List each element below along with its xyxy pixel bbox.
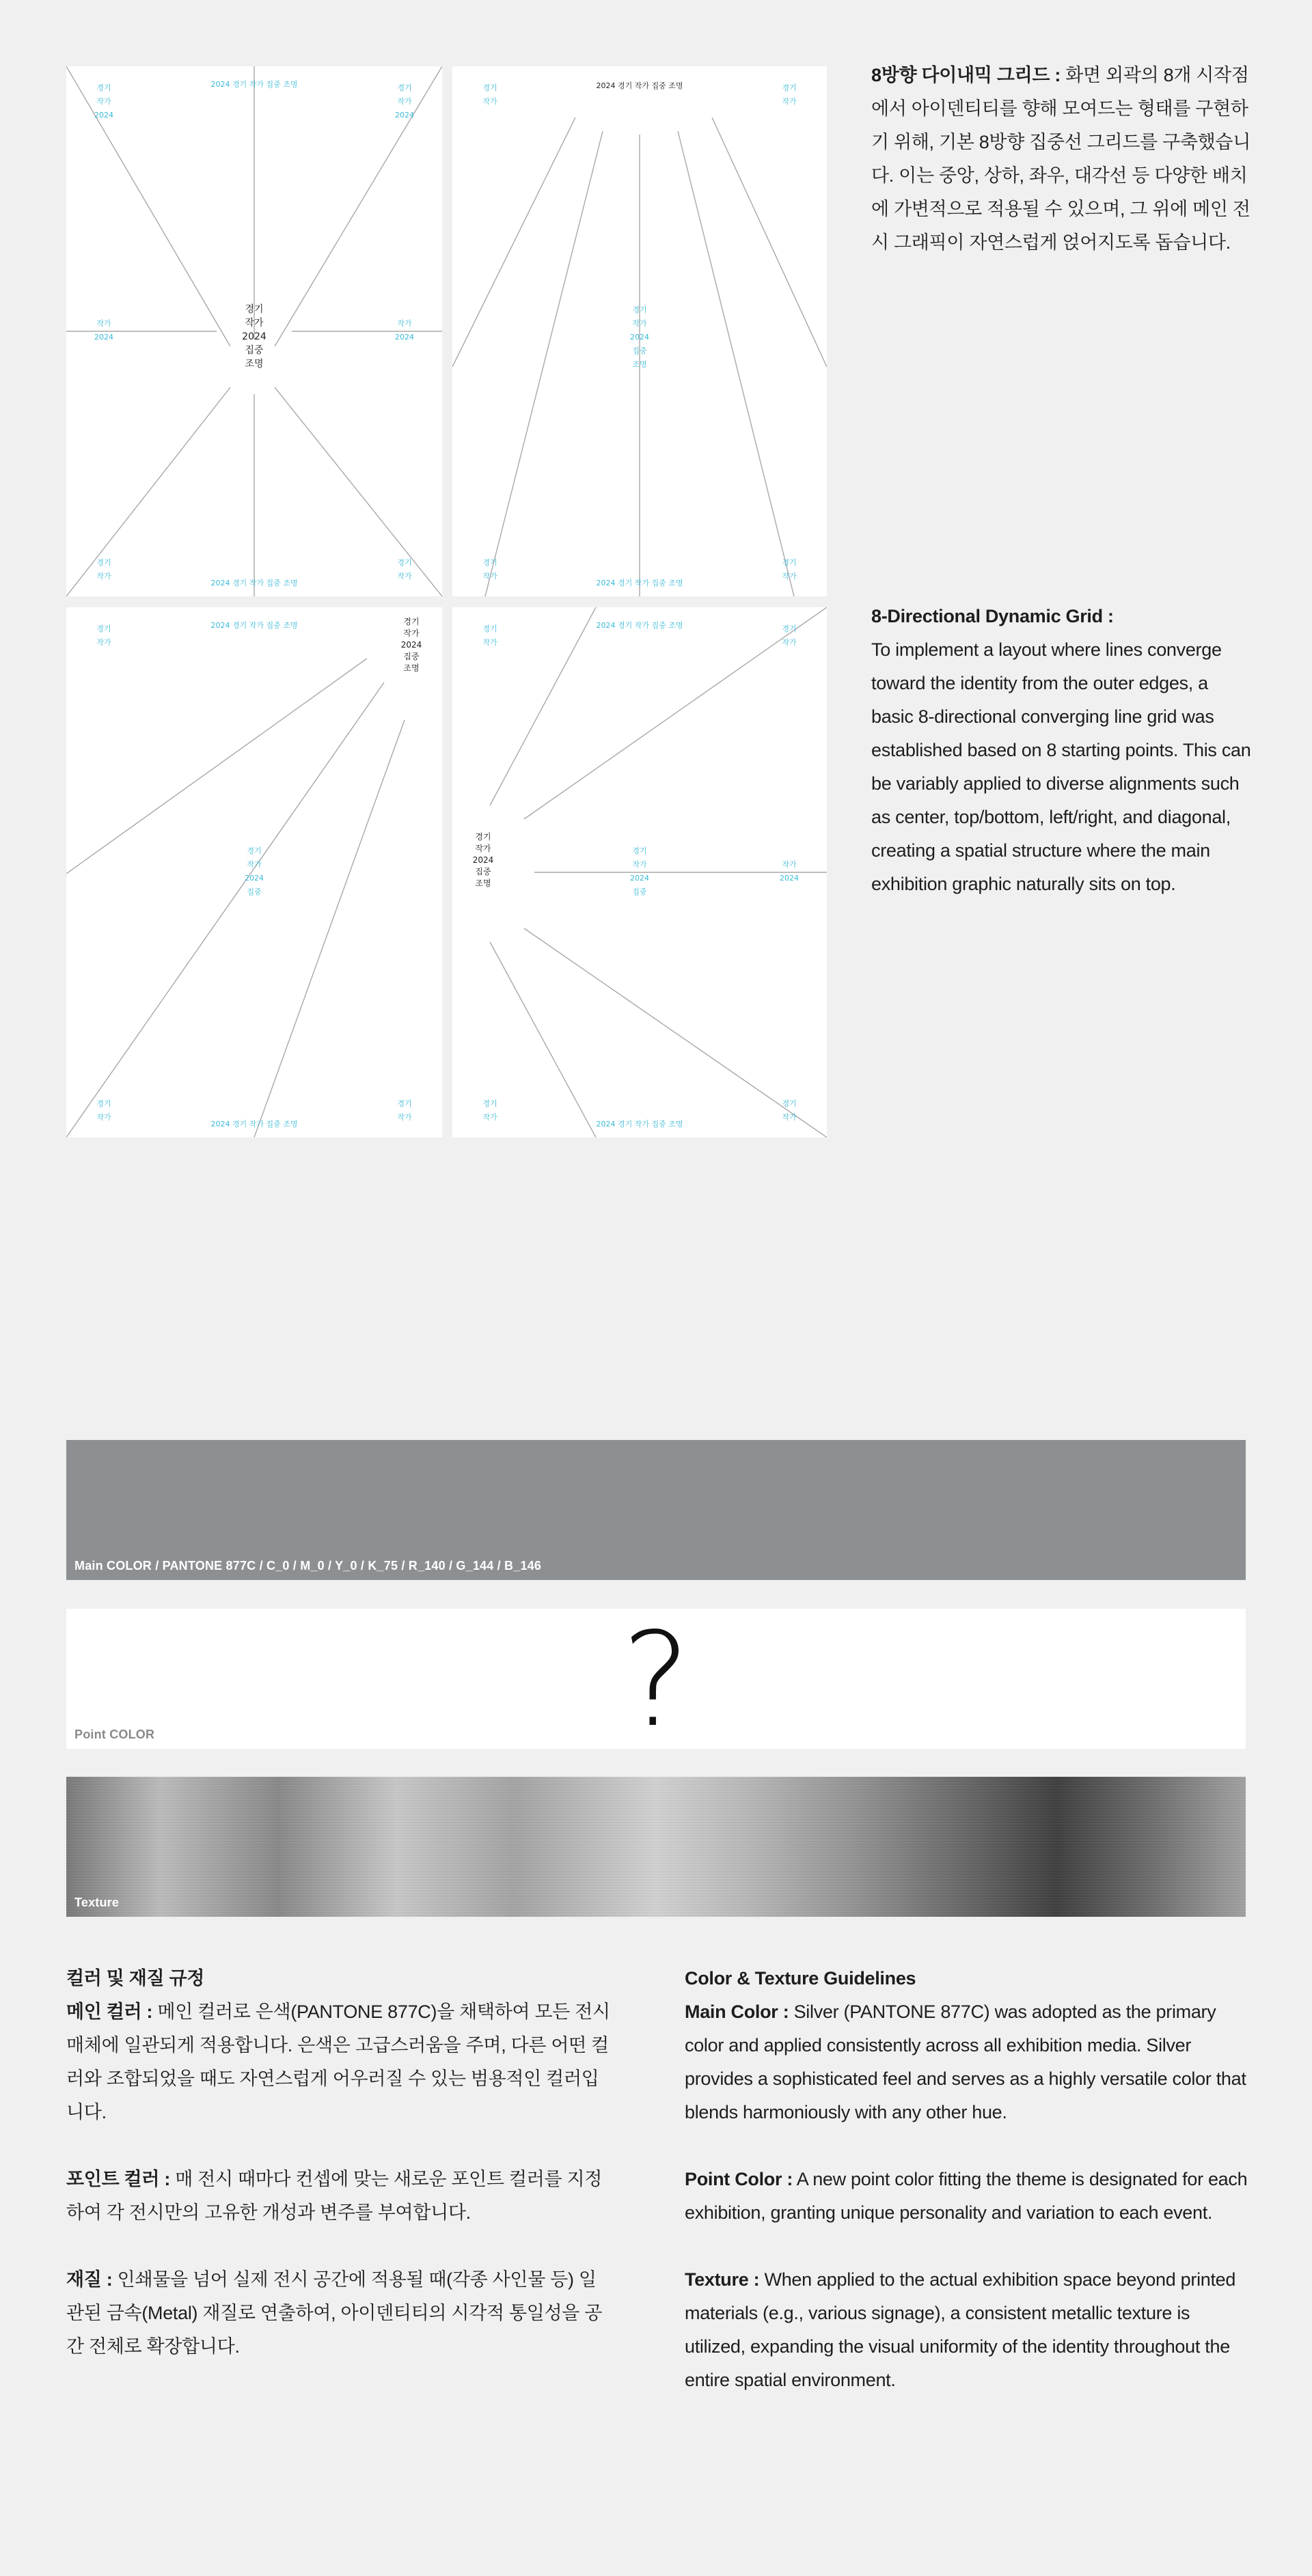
guidelines-en-title: Color & Texture Guidelines <box>685 1968 916 1989</box>
svg-text:작가: 작가 <box>96 572 111 581</box>
svg-text:작가: 작가 <box>475 844 491 853</box>
en-texture-head: Texture : <box>685 2269 760 2290</box>
main-color-label: Main COLOR / PANTONE 877C / C_0 / M_0 / Y_0 / K_75 / R_140 / G_144 / B_146 <box>74 1559 542 1573</box>
svg-text:2024: 2024 <box>242 331 266 342</box>
grid-description-ko <box>871 59 1254 260</box>
svg-text:작가: 작가 <box>482 638 497 647</box>
svg-text:경기: 경기 <box>482 624 497 633</box>
en-point-color-head: Point Color : <box>685 2169 793 2189</box>
grid-panel-top <box>452 66 827 596</box>
svg-text:작가: 작가 <box>245 318 264 329</box>
en-main-color-head: Main Color : <box>685 2002 789 2022</box>
svg-text:경기: 경기 <box>782 83 797 92</box>
svg-text:작가: 작가 <box>247 860 262 869</box>
svg-text:경기: 경기 <box>475 832 491 842</box>
grid-center-svg <box>66 66 442 596</box>
svg-text:작가: 작가 <box>482 97 497 106</box>
svg-text:작가: 작가 <box>482 1113 497 1122</box>
svg-text:2024 경기 작가 집중 조명: 2024 경기 작가 집중 조명 <box>210 80 298 89</box>
svg-text:작가: 작가 <box>403 628 420 638</box>
svg-text:2024 경기 작가 집중 조명: 2024 경기 작가 집중 조명 <box>210 579 298 587</box>
svg-text:경기: 경기 <box>482 558 497 567</box>
svg-text:집중: 집중 <box>247 887 262 896</box>
svg-text:조명: 조명 <box>403 663 420 673</box>
svg-text:경기: 경기 <box>96 83 111 92</box>
svg-text:작가: 작가 <box>482 572 497 581</box>
guidelines-en <box>685 1962 1252 2430</box>
svg-text:작가: 작가 <box>782 638 797 647</box>
ko-texture-head: 재질 : <box>66 2269 113 2290</box>
svg-text:경기: 경기 <box>482 83 497 92</box>
svg-text:2024: 2024 <box>400 640 422 650</box>
grid-top-right-svg <box>66 607 442 1137</box>
svg-text:2024: 2024 <box>780 874 799 883</box>
svg-text:작가: 작가 <box>397 97 412 106</box>
guidelines-ko <box>66 1962 613 2397</box>
svg-text:작가: 작가 <box>632 860 647 869</box>
svg-text:경기: 경기 <box>632 305 647 314</box>
svg-text:2024 경기 작가 집중 조명: 2024 경기 작가 집중 조명 <box>596 621 683 630</box>
grid-title-ko: 8방향 다이내믹 그리드 : <box>871 65 1061 85</box>
svg-text:2024 경기 작가 집중 조명: 2024 경기 작가 집중 조명 <box>596 1120 683 1128</box>
svg-text:2024: 2024 <box>630 874 649 883</box>
svg-text:경기: 경기 <box>782 558 797 567</box>
svg-text:경기: 경기 <box>782 624 797 633</box>
svg-text:2024 경기 작가 집중 조명: 2024 경기 작가 집중 조명 <box>596 579 683 587</box>
grid-top-svg <box>452 66 827 596</box>
texture-swatch <box>66 1777 1246 1917</box>
svg-text:경기: 경기 <box>782 1099 797 1108</box>
guidelines-ko-title: 컬러 및 재질 규정 <box>66 1968 205 1989</box>
svg-text:조명: 조명 <box>632 360 647 369</box>
svg-text:작가: 작가 <box>397 572 412 581</box>
svg-text:작가: 작가 <box>397 1113 412 1122</box>
svg-text:작가: 작가 <box>782 97 797 106</box>
svg-text:작가: 작가 <box>96 638 111 647</box>
svg-text:경기: 경기 <box>96 1099 111 1108</box>
svg-text:2024: 2024 <box>395 333 414 342</box>
svg-text:집중: 집중 <box>475 867 491 876</box>
svg-text:조명: 조명 <box>475 878 491 888</box>
svg-text:경기: 경기 <box>397 83 412 92</box>
grid-body-ko: 화면 외곽의 8개 시작점에서 아이덴티티를 향해 모여드는 형태를 구현하기 위해, 기본 8방향 집중선 그리드를 구축했습니다. 이는 중앙, 상하, 좌우, 대각선 등 다양한 배치에 가변적으로 적용될 수 있으며, 그 위에 메인 전시 그래픽이 자연스럽게 얹어지도록 돕습니다. <box>871 65 1250 253</box>
svg-text:조명: 조명 <box>245 359 264 370</box>
ko-texture-body: 인쇄물을 넘어 실제 전시 공간에 적용될 때(각종 사인물 등) 일관된 금속(Metal) 재질로 연출하여, 아이덴티티의 시각적 통일성을 공간 전체로 확장합니다. <box>66 2269 603 2357</box>
point-color-label: Point COLOR <box>74 1728 155 1741</box>
svg-text:경기: 경기 <box>397 1099 412 1108</box>
svg-text:2024: 2024 <box>245 874 264 883</box>
svg-text:집중: 집중 <box>632 887 647 896</box>
svg-text:집중: 집중 <box>403 652 420 661</box>
svg-text:작가: 작가 <box>96 1113 111 1122</box>
svg-text:2024: 2024 <box>395 111 414 120</box>
svg-text:경기: 경기 <box>482 1099 497 1108</box>
svg-text:집중: 집중 <box>632 346 647 355</box>
grid-panel-left <box>452 607 827 1137</box>
ko-main-color-head: 메인 컬러 : <box>66 2002 153 2022</box>
texture-label: Texture <box>74 1896 120 1909</box>
svg-text:경기: 경기 <box>96 558 111 567</box>
main-color-swatch <box>66 1440 1246 1580</box>
svg-text:2024 경기 작가 집중 조명: 2024 경기 작가 집중 조명 <box>596 81 683 90</box>
ko-main-color-body: 메인 컬러로 은색(PANTONE 877C)을 채택하여 모든 전시 매체에 일관되게 적용합니다. 은색은 고급스러움을 주며, 다른 어떤 컬러와 조합되었을 때도 자연스럽게 어우러질 수 있는 범용적인 컬러입니다. <box>66 2002 610 2122</box>
en-main-color-body: Silver (PANTONE 877C) was adopted as the primary color and applied consistently across all exhibition media. Silver provides a sophisticated feel and serves as a highly versatile color that blends harmoniously with any other hue. <box>685 2002 1246 2122</box>
svg-text:작가: 작가 <box>632 319 647 328</box>
svg-text:2024: 2024 <box>94 333 113 342</box>
grid-body-en: To implement a layout where lines converge toward the identity from the outer edges, a basic 8-directional converging line grid was established based on 8 starting points. This can be variably applied to diverse alignments such as center, top/bottom, left/right, and diagonal, creating a spatial structure where the main exhibition graphic naturally sits on top. <box>871 639 1251 894</box>
en-texture-body: When applied to the actual exhibition space beyond printed materials (e.g., various signage), a consistent metallic texture is utilized, expanding the visual uniformity of the identity throughout the entire spatial environment. <box>685 2269 1236 2390</box>
en-point-color-body: A new point color fitting the theme is designated for each exhibition, granting unique personality and variation to each event. <box>685 2169 1248 2223</box>
svg-text:작가: 작가 <box>397 319 412 328</box>
svg-text:작가: 작가 <box>96 319 111 328</box>
svg-text:2024: 2024 <box>472 855 494 865</box>
svg-text:경기: 경기 <box>247 846 262 855</box>
grid-description-en <box>871 600 1254 901</box>
point-color-swatch <box>66 1605 1246 1756</box>
ko-point-color-body: 매 전시 때마다 컨셉에 맞는 새로운 포인트 컬러를 지정하여 각 전시만의 고유한 개성과 변주를 부여합니다. <box>66 2169 603 2223</box>
ko-point-color-head: 포인트 컬러 : <box>66 2169 171 2189</box>
svg-text:작가: 작가 <box>782 572 797 581</box>
point-color-question-mark: ? <box>621 1605 691 1756</box>
svg-text:경기: 경기 <box>96 624 111 633</box>
svg-text:경기: 경기 <box>632 846 647 855</box>
grid-panel-center <box>66 66 442 596</box>
svg-text:2024 경기 작가 집중 조명: 2024 경기 작가 집중 조명 <box>210 621 298 630</box>
svg-text:작가: 작가 <box>96 97 111 106</box>
svg-text:경기: 경기 <box>403 617 420 626</box>
grid-title-en: 8-Directional Dynamic Grid : <box>871 606 1114 626</box>
svg-text:경기: 경기 <box>397 558 412 567</box>
svg-text:경기: 경기 <box>245 304 264 315</box>
grid-panel-top-right <box>66 607 442 1137</box>
grid-left-svg <box>452 607 827 1137</box>
svg-text:2024: 2024 <box>630 333 649 342</box>
svg-text:작가: 작가 <box>782 860 797 869</box>
svg-text:2024 경기 작가 집중 조명: 2024 경기 작가 집중 조명 <box>210 1120 298 1128</box>
svg-text:집중: 집중 <box>245 345 264 356</box>
svg-text:작가: 작가 <box>782 1113 797 1122</box>
svg-text:2024: 2024 <box>94 111 113 120</box>
